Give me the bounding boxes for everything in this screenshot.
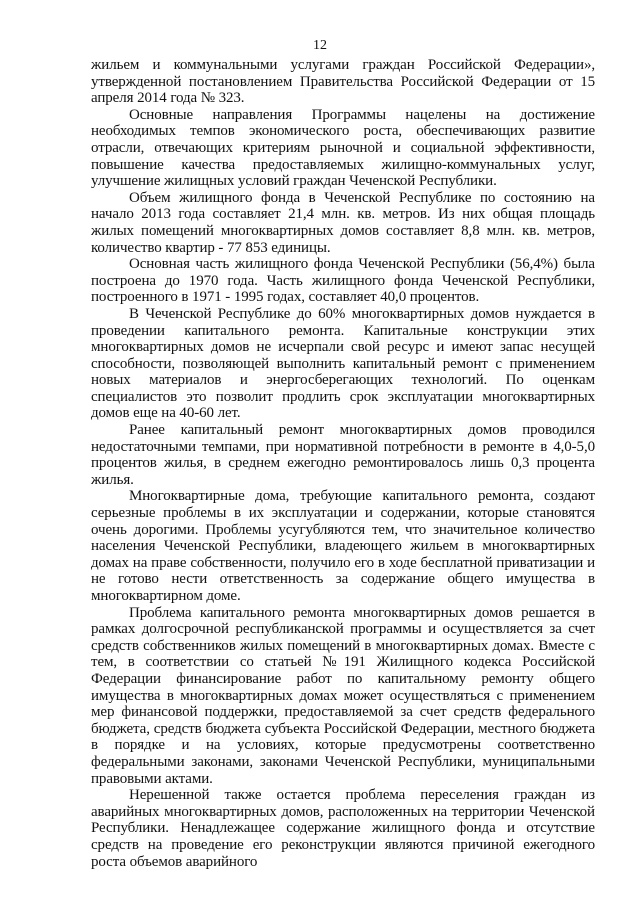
paragraph-1: жильем и коммунальными услугами граждан Российской Федерации», утвержденной постановлением Правительства Российской Федерации от 15 апреля 2014 года № 323.	[91, 57, 595, 107]
paragraph-5: В Чеченской Республике до 60% многоквартирных домов нуждается в проведении капитального ремонта. Капитальные конструкции этих многоквартирных домов не исчерпали свой ресурс и имеют запас несущей способности, позволяющей выполнить капитальный ремонт с применением новых материалов и энергосберегающих технологий. По оценкам специалистов это позволит продлить срок эксплуатации многоквартирных домов еще на 40-60 лет.	[91, 305, 595, 422]
paragraph-7: Многоквартирные дома, требующие капитального ремонта, создают серьезные проблемы в их эксплуатации и содержании, которые становятся очень дорогими. Проблемы усугубляются тем, что значительное количество населения Чеченской Республики, владеющего жильем в многоквартирных домах на праве собственности, получило его в ходе бесплатной приватизации и не готово нести ответственность за содержание общего имущества в многоквартирном доме.	[91, 488, 595, 604]
paragraph-3: Объем жилищного фонда в Чеченской Республике по состоянию на начало 2013 года составляет 21,4 млн. кв. метров. Из них общая площадь жилых помещений многоквартирных домов составляет 8,8 млн. кв. метров, количество квартир - 77 853 единицы.	[91, 189, 595, 256]
paragraph-2: Основные направления Программы нацелены на достижение необходимых темпов экономического роста, обеспечивающих развитие отрасли, отвечающих критериям рыночной и социальной эффективности, повышение качества предоставляемых жилищно-коммунальных услуг, улучшение жилищных условий граждан Чеченской Республики.	[91, 106, 595, 190]
document-body	[91, 57, 595, 870]
paragraph-9: Нерешенной также остается проблема переселения граждан из аварийных многоквартирных домов, расположенных на территории Чеченской Республики. Ненадлежащее содержание жилищного фонда и отсутствие средств на проведение его реконструкции являются причиной ежегодного роста объемов аварийного	[91, 787, 595, 870]
paragraph-4: Основная часть жилищного фонда Чеченской Республики (56,4%) была построена до 1970 года. Часть жилищного фонда Чеченской Республики, построенного в 1971 - 1995 годах, составляет 40,0 процентов.	[91, 256, 595, 306]
page-number: 12	[313, 38, 327, 53]
paragraph-8: Проблема капитального ремонта многоквартирных домов решается в рамках долгосрочной республиканской программы и осуществляется за счет средств собственников жилых помещений в многоквартирных домах. Вместе с тем, в соответствии со статьей №191 Жилищного кодекса Российской Федерации финансирование работ по капитальному ремонту общего имущества в многоквартирных домах может осуществляться с применением мер финансовой поддержки, предоставляемой за счет средств федерального бюджета, средств бюджета субъекта Российской Федерации, местного бюджета в порядке и на условиях, которые предусмотрены соответственно федеральными законами, законами Чеченской Республики, муниципальными правовыми актами.	[91, 604, 595, 787]
paragraph-6: Ранее капитальный ремонт многоквартирных домов проводился недостаточными темпами, при нормативной потребности в ремонте в 4,0-5,0 процентов жилья, в среднем ежегодно ремонтировалось лишь 0,3 процента жилья.	[91, 422, 595, 488]
